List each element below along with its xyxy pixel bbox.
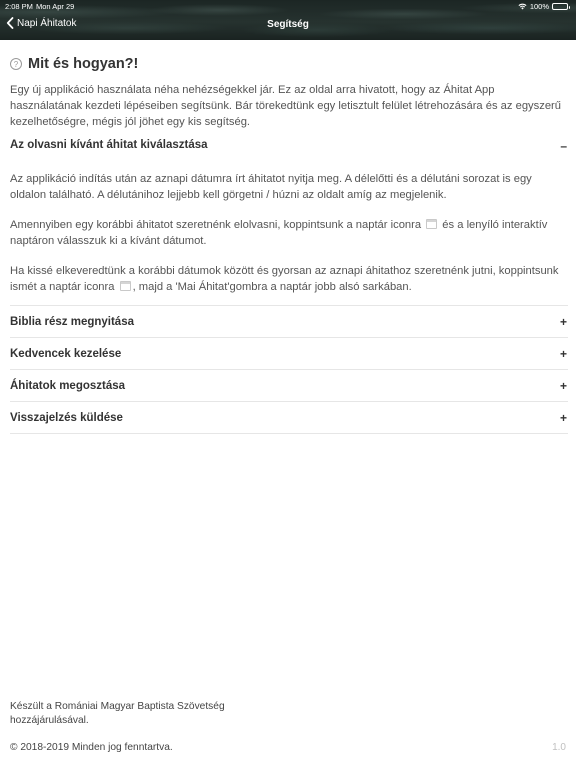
section-body (10, 171, 568, 305)
section-title: Biblia rész megnyitása (10, 315, 134, 328)
question-circle-icon: ? (10, 58, 22, 70)
section-header-share[interactable] (10, 370, 568, 401)
section-title: Visszajelzés küldése (10, 411, 123, 424)
section-header-favorites[interactable] (10, 338, 568, 369)
calendar-icon (120, 281, 131, 291)
expand-icon: + (559, 378, 567, 393)
collapse-icon: – (560, 139, 567, 153)
status-right (518, 2, 568, 11)
help-content (10, 40, 568, 434)
section-share (10, 370, 568, 402)
section-paragraph: Ha kissé elkeveredtünk a korábbi dátumok között és gyorsan az aznapi áhitathoz szeretnénk jutni, koppintsunk ismét a naptár iconra , majd a 'Mai Áhitat'gombra a naptár jobb alsó sarkában. (10, 265, 559, 293)
app-version: 1.0 (552, 742, 566, 753)
expand-icon: + (559, 314, 567, 329)
wifi-icon (518, 3, 527, 10)
footer-copyright: © 2018-2019 Minden jog fenntartva. (10, 742, 173, 753)
status-bar (0, 0, 576, 12)
section-open-bible (10, 306, 568, 338)
page-title: Mit és hogyan?! (28, 56, 139, 72)
back-label: Napi Áhitatok (17, 17, 77, 29)
page-title-row (10, 56, 568, 72)
section-feedback (10, 402, 568, 434)
footer (10, 700, 566, 728)
section-favorites (10, 338, 568, 370)
expand-icon: + (559, 346, 567, 361)
status-time: 2:08 PM (5, 2, 33, 11)
section-header-open-bible[interactable] (10, 306, 568, 337)
footer-credit: Készült a Romániai Magyar Baptista Szövetség hozzájárulásával. (10, 701, 225, 726)
expand-icon: + (559, 410, 567, 425)
status-date: Mon Apr 29 (36, 2, 75, 11)
section-paragraph: Az applikáció indítás után az aznapi dátumra írt áhitatot nyitja meg. A délelőtti és a délutáni sorozat is egy oldalon található. A délutánihoz lejjebb kell görgetni / húzni az oldalt amíg az megjelenik. (10, 173, 532, 201)
battery-percent: 100% (529, 2, 549, 11)
section-title: Az olvasni kívánt áhitat kiválasztása (10, 139, 208, 151)
section-select-devotion (10, 139, 568, 306)
section-header-select-devotion[interactable] (10, 139, 568, 165)
nav-title: Segítség (267, 19, 309, 30)
header (0, 0, 576, 40)
section-paragraph: Amennyiben egy korábbi áhitatot szeretnénk elolvasni, koppintsunk a naptár iconra és a lenyíló interaktív naptáron válasszuk ki a kívánt dátumot. (10, 219, 548, 247)
calendar-icon (426, 219, 437, 229)
section-title: Áhitatok megosztása (10, 379, 126, 392)
intro-text: Egy új applikáció használata néha nehézségekkel jár. Ez az oldal arra hivatott, hogy az Áhitat App használatának kezdeti lépéseiben segítsünk. Bár törekedtünk egy letisztult felület létrehozására és az egyszerű kezelhetőségre, mégis jól jöhet egy kis segítség. (10, 84, 561, 128)
battery-icon (552, 3, 568, 10)
section-title: Kedvencek kezelése (10, 347, 122, 360)
section-header-feedback[interactable] (10, 402, 568, 433)
